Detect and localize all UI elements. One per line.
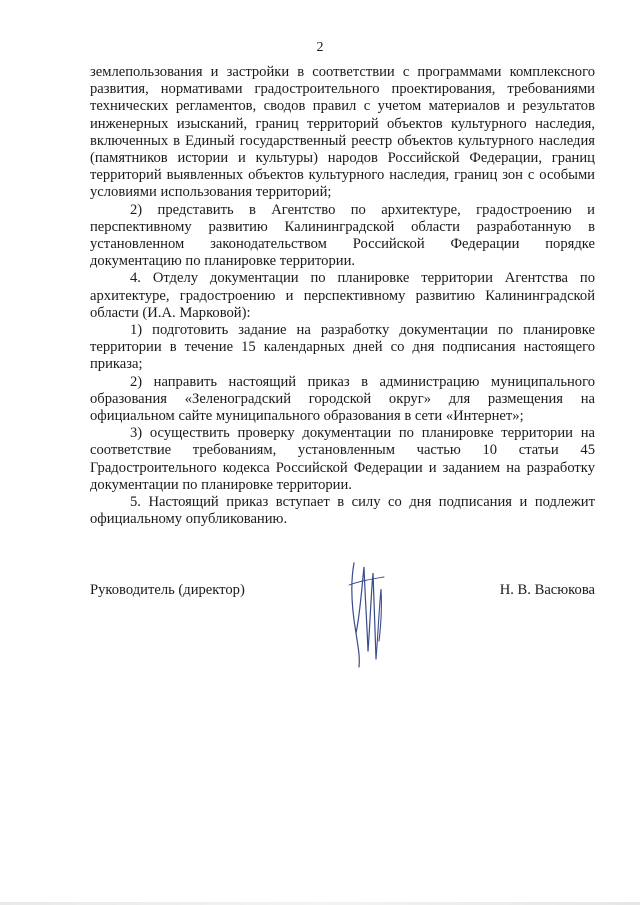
document-body	[90, 64, 595, 528]
paragraph-continuation: землепользования и застройки в соответствии с программами комплексного развития, нормативами градостроительного проектирования, требованиями технических регламентов, сводов правил с учетом материалов и результатов инженерных изысканий, границ территорий объектов культурного наследия, включенных в Единый государственный реестр объектов культурного наследия (памятников истории и культуры) народов Российской Федерации, границ территорий выявленных объектов культурного наследия, границ зон с особыми условиями использования территорий;	[90, 64, 595, 201]
paragraph-section-5: 5. Настоящий приказ вступает в силу со дня подписания и подлежит официальному опубликованию.	[90, 494, 595, 528]
paragraph-item-3-verify: 3) осуществить проверку документации по планировке территории на соответствие требованиям, установленным частью 10 статьи 45 Градостроительного кодекса Российской Федерации и заданием на разработку документации по планировке территории.	[90, 425, 595, 493]
signatory-title: Руководитель (директор)	[90, 582, 245, 598]
handwritten-signature	[340, 555, 390, 675]
paragraph-item-1-prepare: 1) подготовить задание на разработку документации по планировке территории в течение 15 календарных дней со дня подписания настоящего приказа;	[90, 322, 595, 373]
paragraph-section-4: 4. Отделу документации по планировке территории Агентства по архитектуре, градостроению и перспективному развитию Калининградской области (И.А. Марковой):	[90, 270, 595, 321]
paragraph-item-2-send: 2) направить настоящий приказ в администрацию муниципального образования «Зеленоградский городской округ» для размещения на официальном сайте муниципального образования в сети «Интернет»;	[90, 373, 595, 425]
paragraph-item-2-submit: 2) представить в Агентство по архитектуре, градостроению и перспективному развитию Калининградской области разработанную в установленном законодательством Российской Федерации порядке документацию по планировке территории.	[90, 201, 595, 270]
page-number: 2	[316, 40, 324, 55]
signatory-name: Н. В. Васюкова	[499, 582, 595, 598]
